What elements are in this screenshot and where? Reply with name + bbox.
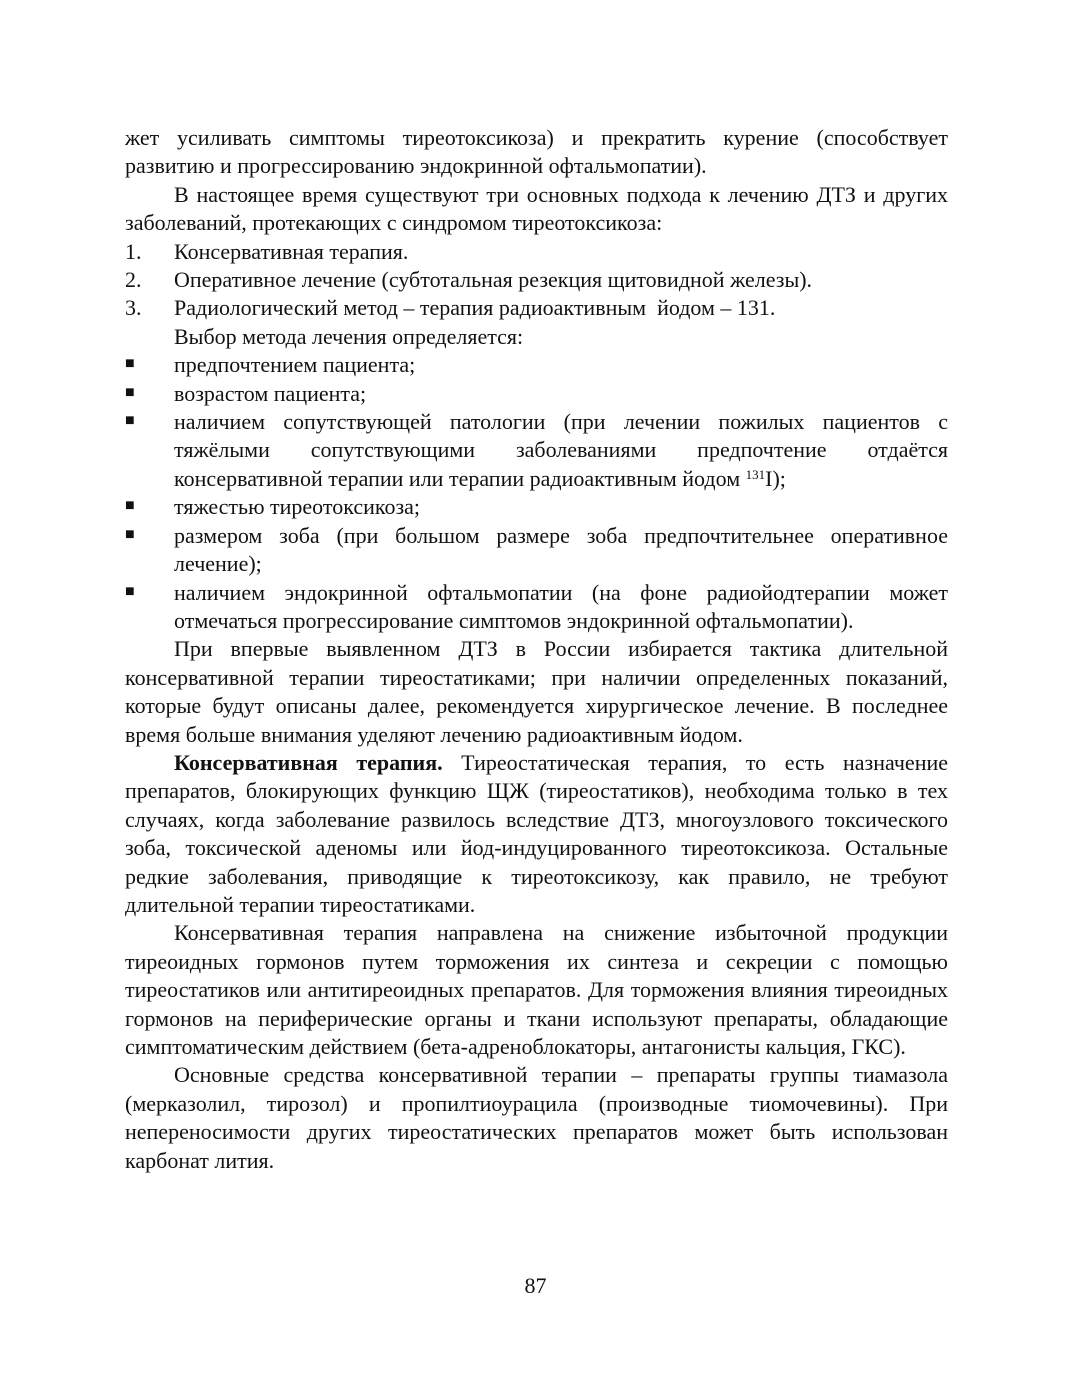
bullet-text: тяжестью тиреотоксикоза; (174, 494, 421, 520)
square-bullet-icon: ■ (125, 383, 135, 401)
page-number: 87 (524, 1273, 547, 1298)
numbered-item (125, 266, 948, 294)
square-bullet-icon: ■ (125, 582, 135, 600)
bullet-text: размером зоба (при большом размере зоба предпочтительнее оперативное лечение); (174, 522, 948, 577)
paragraph-approaches: В настоящее время существуют три основных подхода к лечению ДТЗ и других заболеваний, протекающих с синдромом тиреотоксикоза: (125, 181, 948, 236)
bullet-item (125, 408, 948, 493)
bullet-item (125, 493, 948, 521)
bullet-text-part: I); (765, 465, 786, 491)
paragraph-text: Тиреостатическая терапия, то есть назначение препаратов, блокирующих функцию ЩЖ (тиреостатиков), необходима только в тех случаях, когда заболевание развилось вследствие ДТЗ, многоузлового токсического зоба, токсической аденомы или йод-индуцированного тиреотоксикоза. Остальные редкие заболевания, приводящие к тиреотоксикозу, как правило, не требуют длительной терапии тиреостатиками. (125, 749, 949, 917)
choice-intro: Выбор метода лечения определяется: (174, 323, 524, 349)
square-bullet-icon: ■ (125, 355, 135, 373)
paragraph-means: Основные средства консервативной терапии – препараты группы тиамазола (мерказолил, тирозол) и пропилтиоурацила (производные тиомочевины). При непереносимости других тиреостатических препаратов может быть использован карбонат лития. (125, 1062, 948, 1173)
list-item-text: Радиологический метод – терапия радиоактивным йодом – 131. (174, 295, 776, 321)
bullet-item (125, 351, 948, 379)
bullet-text (174, 408, 948, 493)
square-bullet-icon: ■ (125, 525, 135, 543)
bullet-item (125, 380, 948, 408)
bullet-text: наличием эндокринной офтальмопатии (на фоне радиойодтерапии может отмечаться прогрессирование симптомов эндокринной офтальмопатии). (174, 579, 948, 633)
numbered-item (125, 294, 948, 322)
paragraph-continuation: жет усиливать симптомы тиреотоксикоза) и прекратить курение (способствует развитию и прогрессированию эндокринной офтальмопатии). (125, 125, 948, 179)
list-number: 2. (125, 267, 142, 293)
bullet-text: предпочтением пациента; (174, 352, 416, 378)
paragraph-russia: При впервые выявленном ДТЗ в России избирается тактика длительной консервативной терапии тиреостатиками; при наличии определенных показаний, которые будут описаны далее, рекомендуется хирургическое лечение. В последнее время больше внимания уделяют лечению радиоактивным йодом. (125, 636, 948, 747)
bullet-item (125, 522, 948, 579)
bullet-text: возрастом пациента; (174, 380, 367, 406)
paragraph-directed: Консервативная терапия направлена на снижение избыточной продукции тиреоидных гормонов путем торможения их синтеза и секреции с помощью тиреостатиков или антитиреоидных препаратов. Для торможения влияния тиреоидных гормонов на периферические органы и ткани используют препараты, обладающие симптоматическим действием (бета-адреноблокаторы, антагонисты кальция, ГКС). (125, 920, 948, 1059)
bullet-text-part: наличием сопутствующей патологии (при лечении пожилых пациентов с тяжёлыми сопутствующими заболеваниями предпочтение отдаётся консервативной терапии или терапии радиоактивным йодом (174, 409, 948, 491)
bullet-item (125, 579, 948, 636)
list-number: 3. (125, 295, 142, 321)
square-bullet-icon: ■ (125, 497, 135, 515)
isotope-superscript: 131 (745, 466, 766, 482)
numbered-list (125, 238, 948, 323)
numbered-item (125, 238, 948, 266)
section-heading: Консервативная терапия. (174, 749, 443, 775)
square-bullet-icon: ■ (125, 412, 135, 430)
list-item-text: Оперативное лечение (субтотальная резекция щитовидной железы). (174, 267, 813, 293)
list-item-text: Консервативная терапия. (174, 238, 409, 264)
bullet-list (125, 351, 948, 635)
list-number: 1. (125, 238, 142, 264)
page-body (125, 124, 948, 1175)
paragraph-conservative (125, 749, 948, 919)
